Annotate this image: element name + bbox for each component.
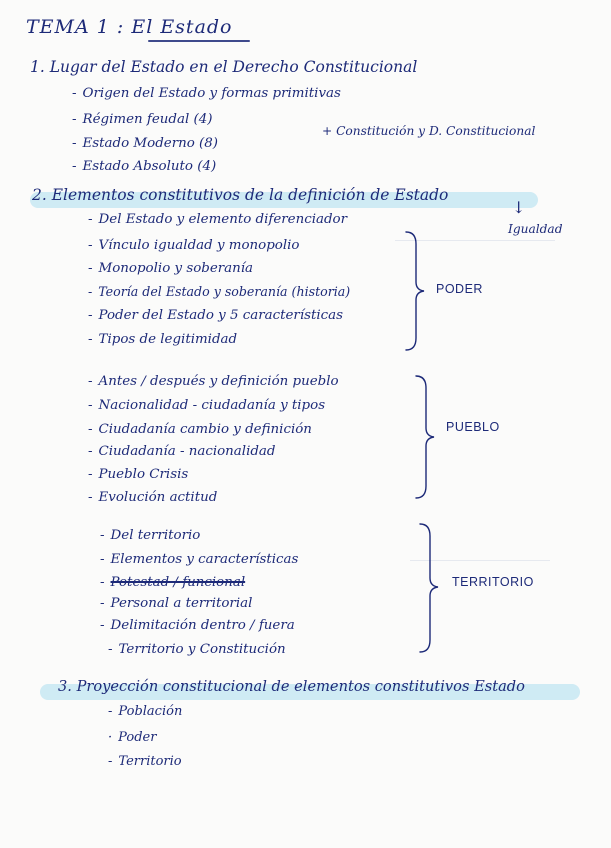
poder-brace [404,230,428,352]
section-3-item: - Población [108,704,183,719]
territorio-label: TERRITORIO [452,575,534,589]
section-1-item: - Estado Moderno (8) [72,136,219,151]
territorio-item: - Territorio y Constitución [108,642,286,657]
section-2-heading: 2. Elementos constitutivos de la definición de Estado [32,186,449,204]
territorio-item: - Personal a territorial [100,596,253,611]
territorio-item: - Potestad / funcional [100,575,246,590]
poder-item: - Teoría del Estado y soberanía (historia) [88,284,351,299]
pueblo-item: - Antes / después y definición pueblo [88,374,339,389]
section-1-side-note: + Constitución y D. Constitucional [322,124,536,138]
section-3-item: - Territorio [108,754,182,769]
page-title: TEMA 1 : El Estado [26,16,233,38]
section-1-item: - Estado Absoluto (4) [72,159,217,174]
poder-item: - Vínculo igualdad y monopolio [88,238,300,253]
territorio-item: - Elementos y características [100,552,299,567]
poder-label: PODER [436,282,483,296]
poder-item: - Tipos de legitimidad [88,332,238,347]
section-3-heading: 3. Proyección constitucional de elementos constitutivos Estado [58,678,525,695]
poder-item: - Monopolio y soberanía [88,261,254,276]
title-underline [148,40,250,42]
pueblo-item: - Ciudadanía cambio y definición [88,422,312,437]
territorio-brace [418,522,442,654]
pueblo-item: - Ciudadanía - nacionalidad [88,444,276,459]
pueblo-item: - Nacionalidad - ciudadanía y tipos [88,398,326,413]
pueblo-item: - Pueblo Crisis [88,467,189,482]
poder-item: - Poder del Estado y 5 características [88,308,343,323]
territorio-item: - Delimitación dentro / fuera [100,618,295,633]
section-2-arrow-note: ↓ [512,198,526,217]
section-1-item: - Régimen feudal (4) [72,112,213,127]
pueblo-item: - Evolución actitud [88,490,218,505]
pueblo-brace [414,374,438,500]
section-1-item: - Origen del Estado y formas primitivas [72,86,341,101]
pueblo-label: PUEBLO [446,420,500,434]
poder-item: - Del Estado y elemento diferenciador [88,212,348,227]
territorio-item: - Del territorio [100,528,201,543]
section-3-item: · Poder [108,730,157,745]
section-2-side-note: Igualdad [508,222,563,236]
section-1-heading: 1. Lugar del Estado en el Derecho Constitucional [30,58,418,76]
